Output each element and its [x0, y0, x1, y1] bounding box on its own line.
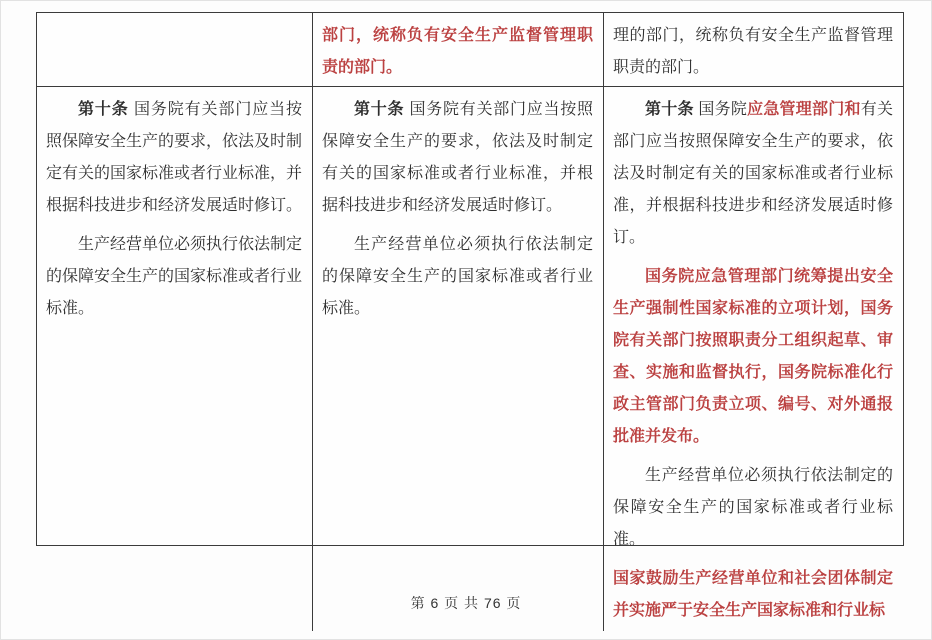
text-run-normal: 国务院有关部门应当按照保障安全生产的要求，依法及时制定有关的国家标准或者行业标准，并根据科技进步和经济发展适时修订。	[46, 101, 303, 214]
paragraph	[613, 460, 893, 556]
text-run-heading: 第十条	[645, 101, 694, 118]
carryover-row	[37, 13, 903, 87]
table-cell	[37, 13, 313, 86]
page-number: 第 6 页 共 76 页	[410, 595, 522, 611]
article-10-row	[37, 87, 903, 631]
paragraph	[613, 20, 893, 84]
text-run-added: 应急管理部门和	[747, 101, 861, 118]
table-cell	[313, 13, 604, 86]
table-cell	[37, 87, 313, 631]
text-run-normal: 生产经营单位必须执行依法制定的保障安全生产的国家标准或者行业标准。	[613, 467, 893, 548]
text-run-normal: 国务院有关部门应当按照保障安全生产的要求，依法及时制定有关的国家标准或者行业标准，并根据科技进步和经济发展适时修订。	[322, 101, 593, 214]
text-run-added: 国家鼓励生产经营单位和社会团体制定并实施严于安全生产国家标准和行业标	[613, 570, 893, 619]
paragraph	[322, 20, 593, 84]
paragraph	[613, 94, 893, 254]
paragraph	[322, 229, 593, 325]
text-run-normal: 理的部门，统称负有安全生产监督管理职责的部门。	[613, 27, 893, 76]
text-run-heading: 第十条	[354, 101, 405, 118]
text-run-added: 部门，统称负有安全生产监督管理职责的部门。	[322, 27, 593, 76]
text-run-normal: 国务院	[693, 101, 748, 118]
text-run-heading: 第十条	[78, 101, 129, 118]
text-run-added: 国务院应急管理部门统筹提出安全生产强制性国家标准的立项计划，国务院有关部门按照职责分工组织起草、审查、实施和监督执行，国务院标准化行政主管部门负责立项、编号、对外通报批准并发布。	[613, 268, 893, 445]
paragraph	[46, 229, 302, 325]
paragraph	[46, 94, 302, 222]
table-cell	[604, 87, 903, 631]
text-run-normal: 生产经营单位必须执行依法制定的保障安全生产的国家标准或者行业标准。	[46, 236, 303, 317]
table-cell	[604, 13, 903, 86]
paragraph	[322, 94, 593, 222]
text-run-normal: 生产经营单位必须执行依法制定的保障安全生产的国家标准或者行业标准。	[322, 236, 593, 317]
table-cell	[313, 87, 604, 631]
paragraph	[613, 261, 893, 453]
text-run-normal: 有关部门应当按照保障安全生产的要求，依法及时制定有关的国家标准或者行业标准，并根据科技进步和经济发展适时修订。	[613, 101, 893, 246]
